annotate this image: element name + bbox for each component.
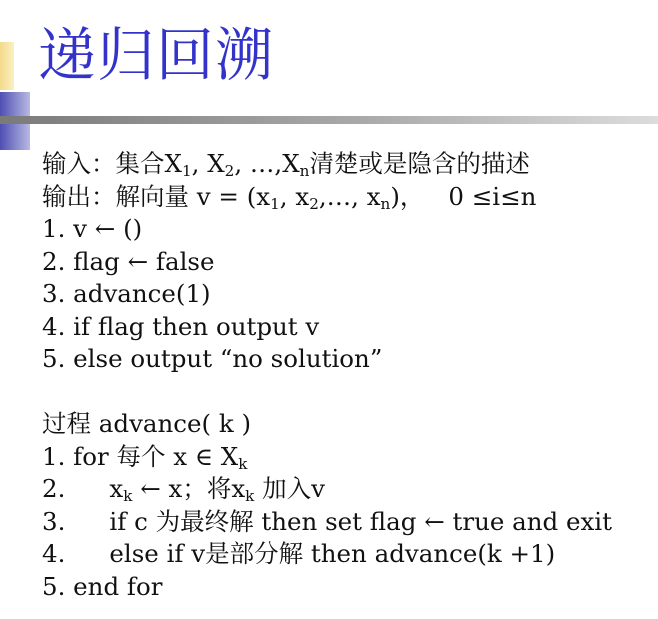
procedure-header: 过程 advance( k ): [42, 409, 252, 438]
subscript: k: [245, 486, 255, 505]
main-step: 4. if flag then output v: [42, 311, 320, 341]
procedure-step-2: [42, 473, 652, 506]
main-step: 1. v ← (): [42, 214, 143, 243]
step-text: 加入v: [254, 474, 326, 503]
title-divider: [0, 116, 658, 124]
step-text: 1. for 每个 x ∈ X: [42, 441, 239, 471]
subscript: 2: [224, 161, 235, 180]
decor-yellow-bar: [0, 42, 14, 90]
slide-title: 递归回溯: [38, 21, 275, 89]
subscript: n: [299, 161, 310, 180]
input-text: 清楚或是隐含的描述: [309, 149, 530, 178]
output-text: 解向量 v = (x: [115, 181, 271, 211]
step-number: 3.: [42, 506, 66, 536]
blank-line: [42, 376, 652, 409]
slide-body: [42, 148, 652, 603]
procedure-step-4: [42, 538, 652, 571]
procedure-step-1: [42, 441, 652, 474]
subscript: 2: [309, 194, 319, 213]
output-range: 0 ≤i≤n: [448, 181, 537, 211]
main-step: 5. else output “no solution”: [42, 344, 383, 373]
subscript: n: [380, 194, 391, 213]
main-step: 3. advance(1): [42, 279, 211, 308]
input-text: , …,X: [234, 149, 300, 178]
procedure-step-5: 5. end for: [42, 571, 163, 601]
input-line: [42, 148, 652, 181]
input-label: 输入：: [42, 149, 116, 178]
procedure-step-3: [42, 506, 652, 539]
subscript: 1: [270, 194, 280, 213]
output-line: [42, 181, 652, 214]
input-text: , X: [191, 149, 225, 178]
step-text: x: [109, 474, 124, 503]
subscript: 1: [181, 161, 192, 180]
output-text: )，: [390, 181, 425, 211]
output-text: , x: [279, 181, 310, 211]
step-text: if c 为最终解 then set flag ← true and exit: [109, 506, 612, 536]
step-text: ← x；将x: [132, 474, 246, 503]
subscript: k: [123, 486, 133, 505]
step-number: 4.: [42, 539, 66, 568]
step-number: 2.: [42, 474, 66, 503]
output-text: ,…, x: [318, 181, 381, 211]
main-step: 2. flag ← false: [42, 246, 215, 276]
subscript: k: [238, 454, 248, 473]
step-text: else if v是部分解 then advance(k +1): [109, 539, 556, 568]
input-text: 集合X: [115, 149, 182, 178]
output-label: 输出：: [42, 181, 116, 211]
